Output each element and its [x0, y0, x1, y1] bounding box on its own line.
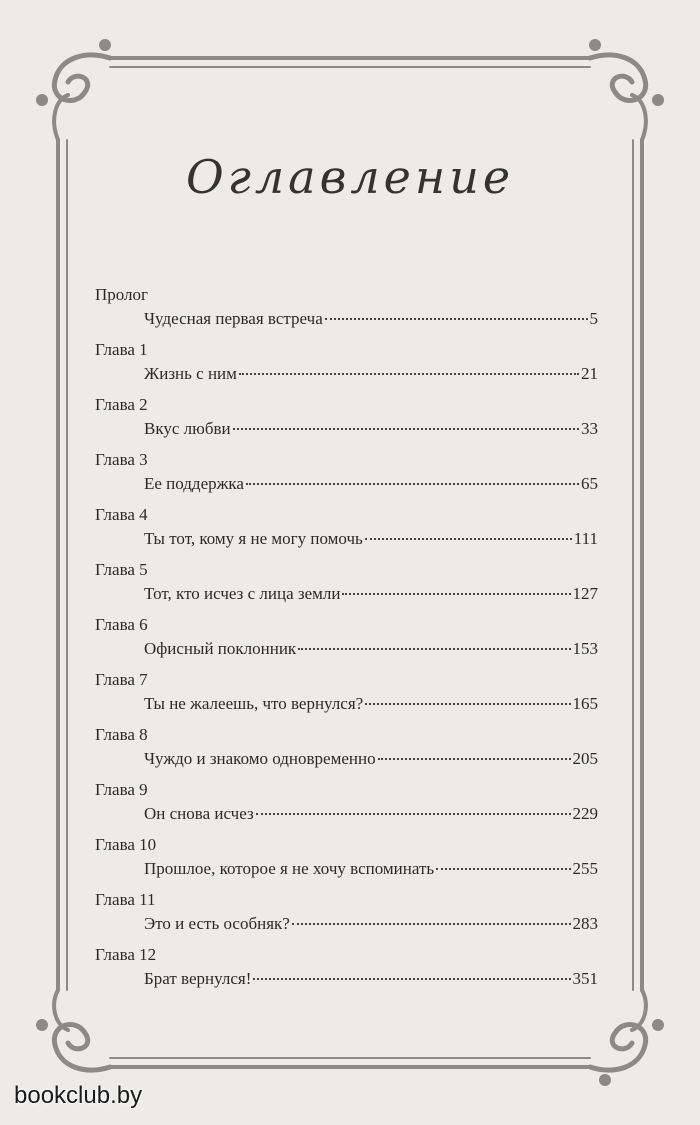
toc-dot-leader — [436, 868, 570, 870]
toc-line — [144, 912, 598, 936]
toc-chapter-title: Чудесная первая встреча — [144, 309, 323, 328]
toc-chapter-title: Он снова исчез — [144, 804, 254, 823]
toc-entry — [95, 613, 598, 668]
toc-chapter-label: Глава 2 — [95, 395, 148, 414]
toc-page-number: 255 — [572, 859, 598, 878]
toc-chapter-title: Жизнь с ним — [144, 364, 237, 383]
toc-line — [144, 362, 598, 386]
toc-chapter-label: Глава 11 — [95, 890, 156, 909]
toc-dot-leader — [239, 373, 579, 375]
toc-chapter-label: Глава 10 — [95, 835, 157, 854]
toc-dot-leader — [298, 648, 570, 650]
toc-page-number: 283 — [572, 914, 598, 933]
toc-line — [144, 637, 598, 661]
toc-line — [144, 417, 598, 441]
toc-dot-leader — [365, 538, 572, 540]
toc-entry — [95, 393, 598, 448]
toc-page-number: 229 — [572, 804, 598, 823]
toc-chapter-label: Глава 7 — [95, 670, 148, 689]
toc-page-number: 33 — [581, 419, 598, 438]
toc-page-number: 127 — [572, 584, 598, 603]
table-of-contents — [95, 283, 598, 998]
toc-page-number: 111 — [573, 529, 598, 548]
toc-line — [144, 857, 598, 881]
toc-dot-leader — [246, 483, 579, 485]
toc-dot-leader — [292, 923, 571, 925]
toc-entry — [95, 668, 598, 723]
toc-dot-leader — [378, 758, 571, 760]
toc-line — [144, 802, 598, 826]
toc-line — [144, 582, 598, 606]
toc-chapter-label: Глава 4 — [95, 505, 148, 524]
toc-dot-leader — [365, 703, 570, 705]
toc-chapter-label: Глава 5 — [95, 560, 148, 579]
toc-line — [144, 967, 598, 991]
toc-chapter-label: Глава 3 — [95, 450, 148, 469]
toc-line — [144, 307, 598, 331]
site-watermark: bookclub.by — [14, 1082, 143, 1109]
toc-chapter-label: Глава 8 — [95, 725, 148, 744]
toc-chapter-label: Глава 9 — [95, 780, 148, 799]
toc-page-number: 153 — [572, 639, 598, 658]
toc-chapter-title: Ее поддержка — [144, 474, 244, 493]
toc-dot-leader — [256, 813, 571, 815]
toc-dot-leader — [233, 428, 579, 430]
toc-chapter-title: Брат вернулся! — [144, 969, 252, 988]
toc-entry — [95, 723, 598, 778]
toc-page-number: 65 — [581, 474, 598, 493]
toc-chapter-title: Офисный поклонник — [144, 639, 297, 658]
toc-entry — [95, 943, 598, 998]
toc-page-number: 21 — [581, 364, 598, 383]
toc-line — [144, 527, 598, 551]
toc-chapter-title: Тот, кто исчез с лица земли — [144, 584, 341, 603]
toc-chapter-label: Глава 12 — [95, 945, 157, 964]
toc-dot-leader — [253, 978, 570, 980]
toc-dot-leader — [342, 593, 570, 595]
toc-entry — [95, 448, 598, 503]
toc-chapter-label: Глава 6 — [95, 615, 148, 634]
toc-chapter-title: Ты не жалеешь, что вернулся? — [144, 694, 364, 713]
toc-chapter-title: Это и есть особняк? — [144, 914, 290, 933]
toc-entry — [95, 888, 598, 943]
toc-chapter-title: Чуждо и знакомо одновременно — [144, 749, 376, 768]
toc-entry — [95, 283, 598, 338]
toc-line — [144, 747, 598, 771]
toc-dot-leader — [325, 318, 588, 320]
toc-chapter-label: Пролог — [95, 285, 149, 304]
toc-page-number: 205 — [572, 749, 598, 768]
toc-chapter-title: Ты тот, кому я не могу помочь — [144, 529, 363, 548]
toc-entry — [95, 338, 598, 393]
toc-page-number: 165 — [572, 694, 598, 713]
toc-chapter-title: Прошлое, которое я не хочу вспоминать — [144, 859, 435, 878]
toc-entry — [95, 833, 598, 888]
toc-page-number: 5 — [589, 309, 598, 328]
toc-page-number: 351 — [572, 969, 598, 988]
page-title: Оглавление — [185, 150, 515, 204]
toc-entry — [95, 778, 598, 833]
toc-entry — [95, 558, 598, 613]
toc-entry — [95, 503, 598, 558]
toc-line — [144, 472, 598, 496]
toc-chapter-label: Глава 1 — [95, 340, 148, 359]
toc-line — [144, 692, 598, 716]
toc-chapter-title: Вкус любви — [144, 419, 231, 438]
